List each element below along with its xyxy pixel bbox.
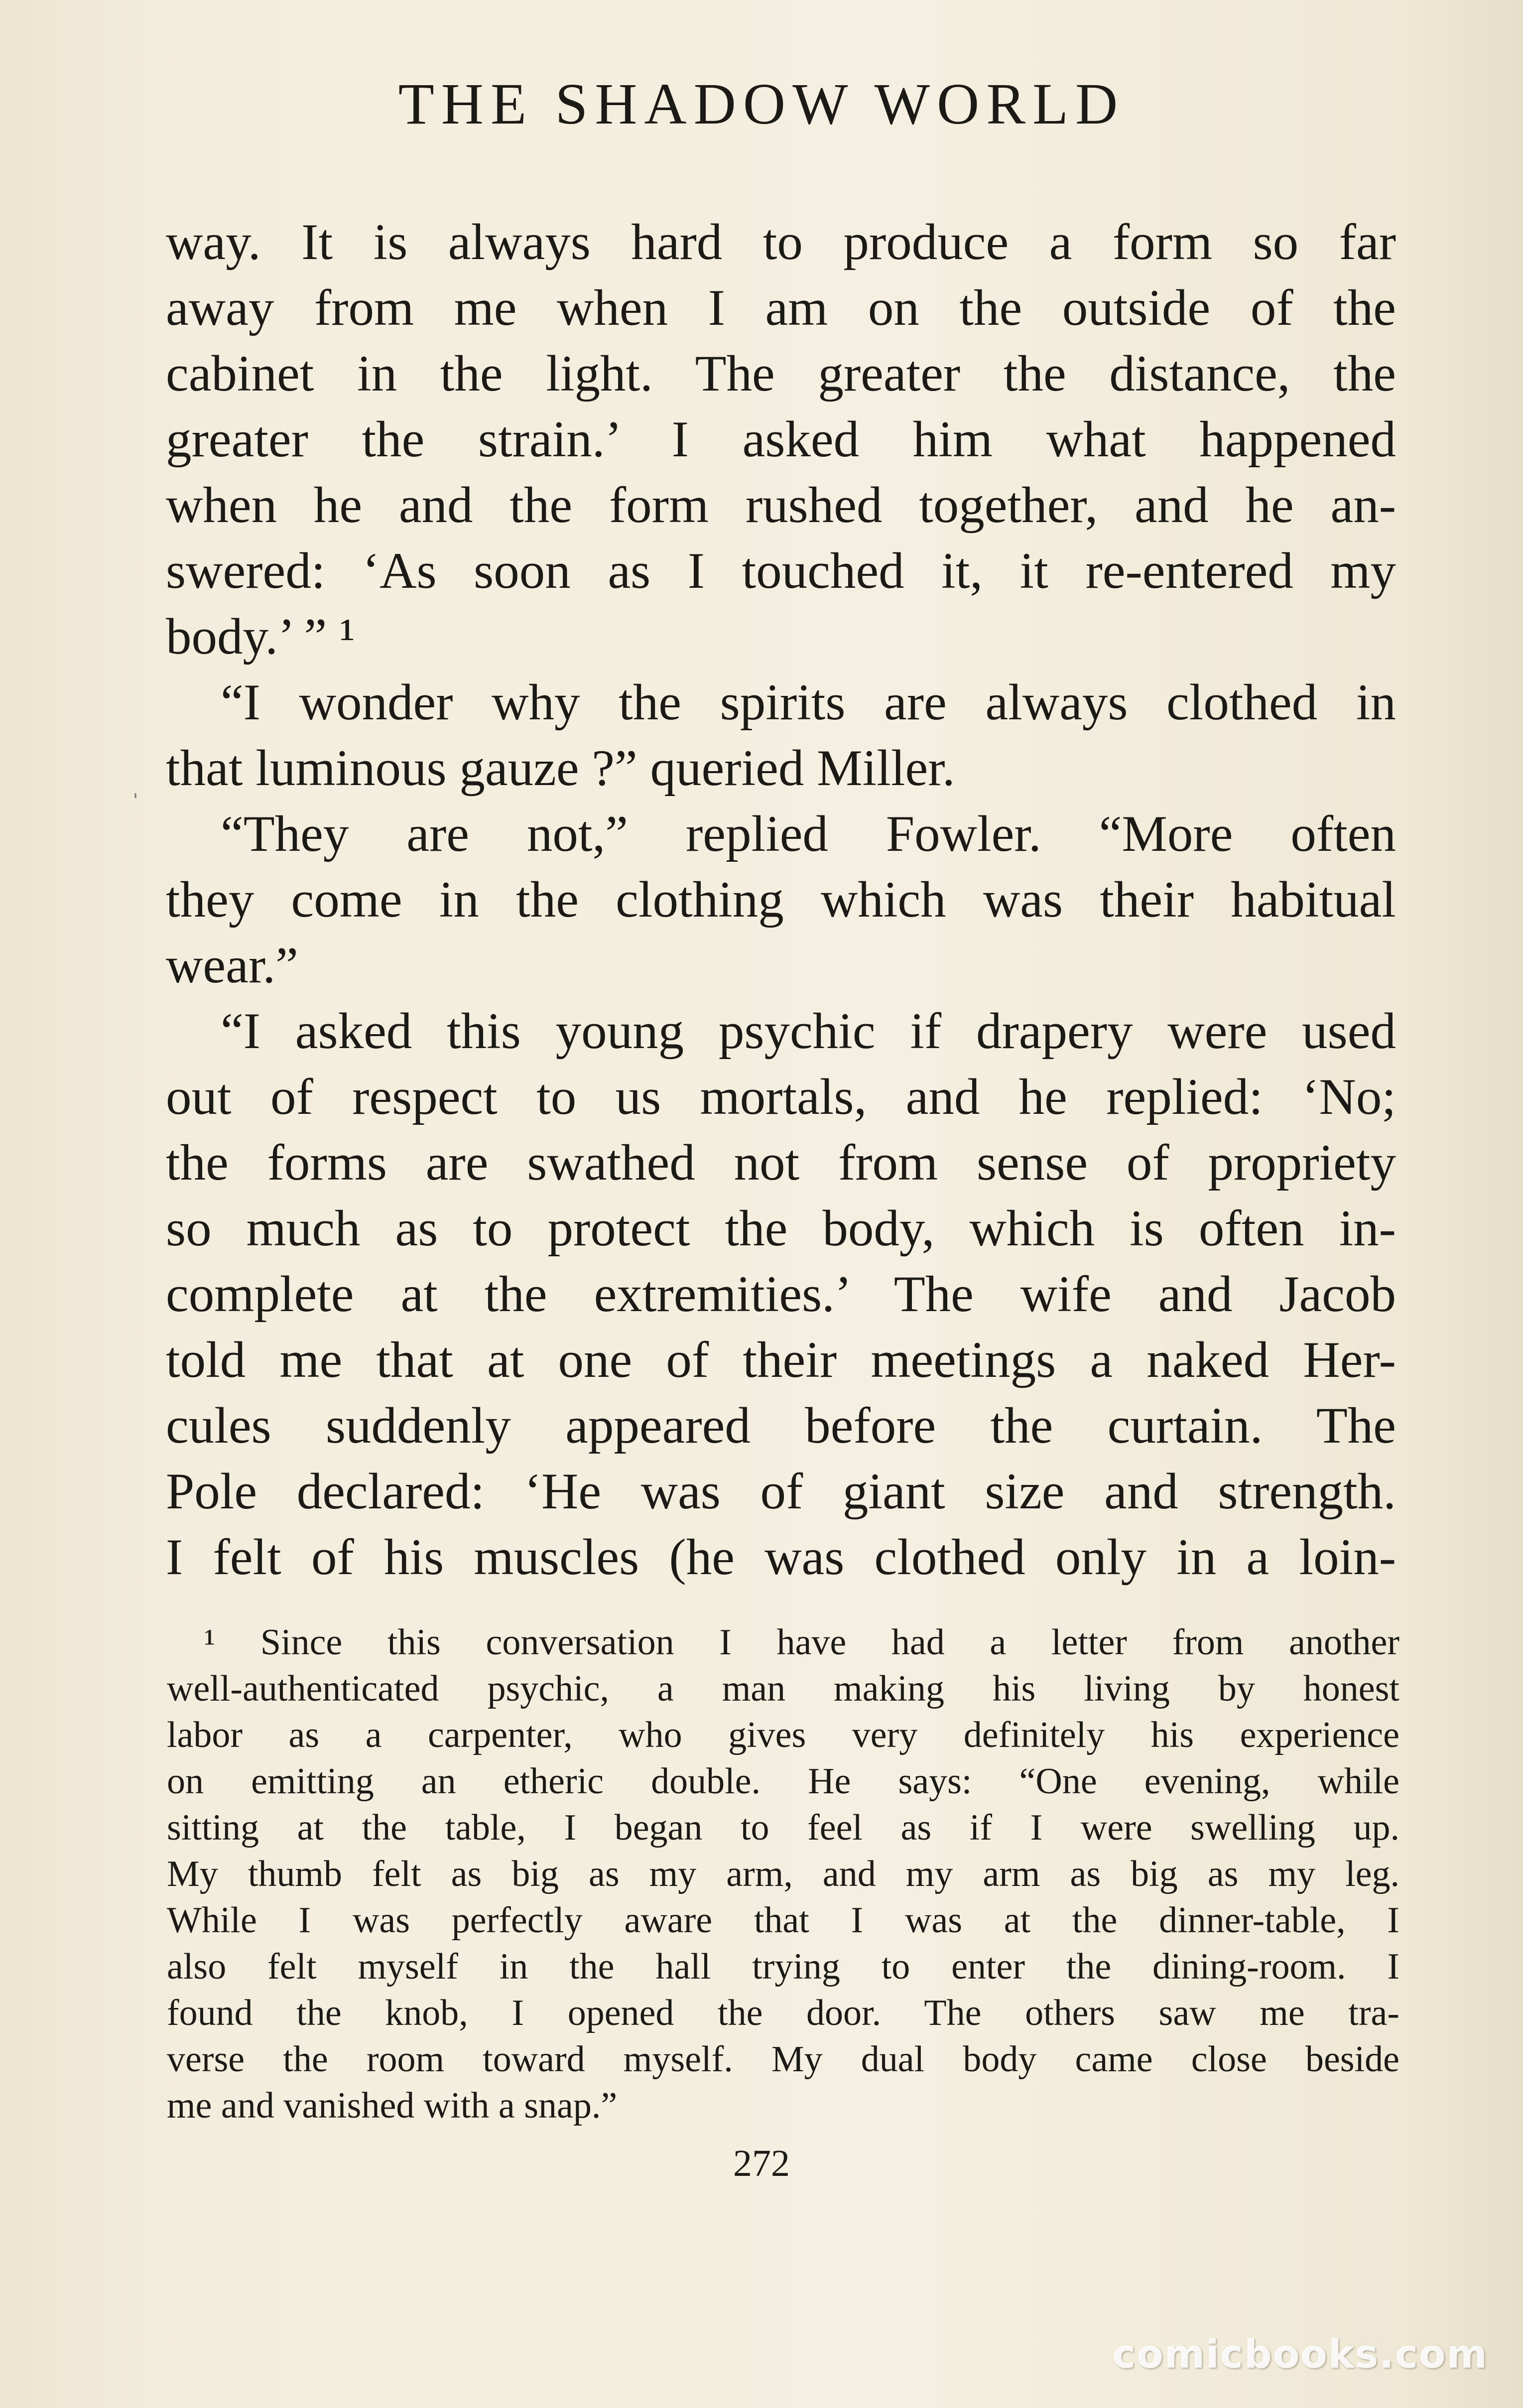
body-line: told me that at one of their meetings a naked Her-: [166, 1332, 1396, 1388]
body-line: way. It is always hard to produce a form so far: [166, 214, 1396, 270]
body-line: that luminous gauze ?” queried Miller.: [166, 740, 955, 797]
footnote-line: found the knob, I opened the door. The others saw me tra-: [167, 1993, 1399, 2033]
footnote-line: verse the room toward myself. My dual body came close beside: [167, 2039, 1399, 2080]
body-line: swered: ‘As soon as I touched it, it re-entered my: [166, 542, 1396, 599]
body-line: cules suddenly appeared before the curtain. The: [166, 1397, 1396, 1454]
body-line: I felt of his muscles (he was clothed only in a loin-: [166, 1529, 1396, 1586]
footnote-line: sitting at the table, I began to feel as if I were swelling up.: [167, 1807, 1399, 1848]
body-line: “They are not,” replied Fowler. “More often: [221, 805, 1396, 862]
body-line: greater the strain.’ I asked him what happened: [166, 411, 1396, 468]
footnote-line: While I was perfectly aware that I was at the dinner-table, I: [167, 1900, 1399, 1941]
body-line: wear.”: [166, 937, 298, 994]
body-line: away from me when I am on the outside of the: [166, 279, 1396, 336]
footnote-line: also felt myself in the hall trying to enter the dining-room. I: [167, 1946, 1399, 1987]
watermark: comicbooks.com: [1112, 2332, 1488, 2377]
body-line: when he and the form rushed together, and he an-: [166, 477, 1396, 534]
footnote-line: on emitting an etheric double. He says: “One evening, while: [167, 1761, 1399, 1802]
body-line: they come in the clothing which was their habitual: [166, 871, 1396, 928]
body-line: “I asked this young psychic if drapery were used: [221, 1003, 1396, 1060]
page-number: 272: [733, 2142, 790, 2184]
margin-speck: ˌ: [130, 765, 140, 798]
body-line: body.’ ” ¹: [166, 608, 355, 665]
body-line: complete at the extremities.’ The wife and Jacob: [166, 1266, 1396, 1323]
footnote-line: labor as a carpenter, who gives very definitely his experience: [167, 1715, 1399, 1755]
body-line: so much as to protect the body, which is often in-: [166, 1200, 1396, 1257]
footnote-line: My thumb felt as big as my arm, and my arm as big as my leg.: [167, 1854, 1399, 1894]
footnote-line: well-authenticated psychic, a man making his living by honest: [167, 1668, 1399, 1709]
footnote-line: ¹ Since this conversation I have had a letter from another: [204, 1622, 1399, 1663]
body-line: “I wonder why the spirits are always clothed in: [221, 674, 1396, 731]
body-line: out of respect to us mortals, and he replied: ‘No;: [166, 1069, 1396, 1125]
body-line: the forms are swathed not from sense of propriety: [166, 1134, 1396, 1191]
footnote-line: me and vanished with a snap.”: [167, 2085, 618, 2126]
body-line: cabinet in the light. The greater the distance, the: [166, 345, 1396, 402]
running-head: THE SHADOW WORLD: [398, 71, 1125, 136]
body-line: Pole declared: ‘He was of giant size and strength.: [166, 1463, 1396, 1520]
